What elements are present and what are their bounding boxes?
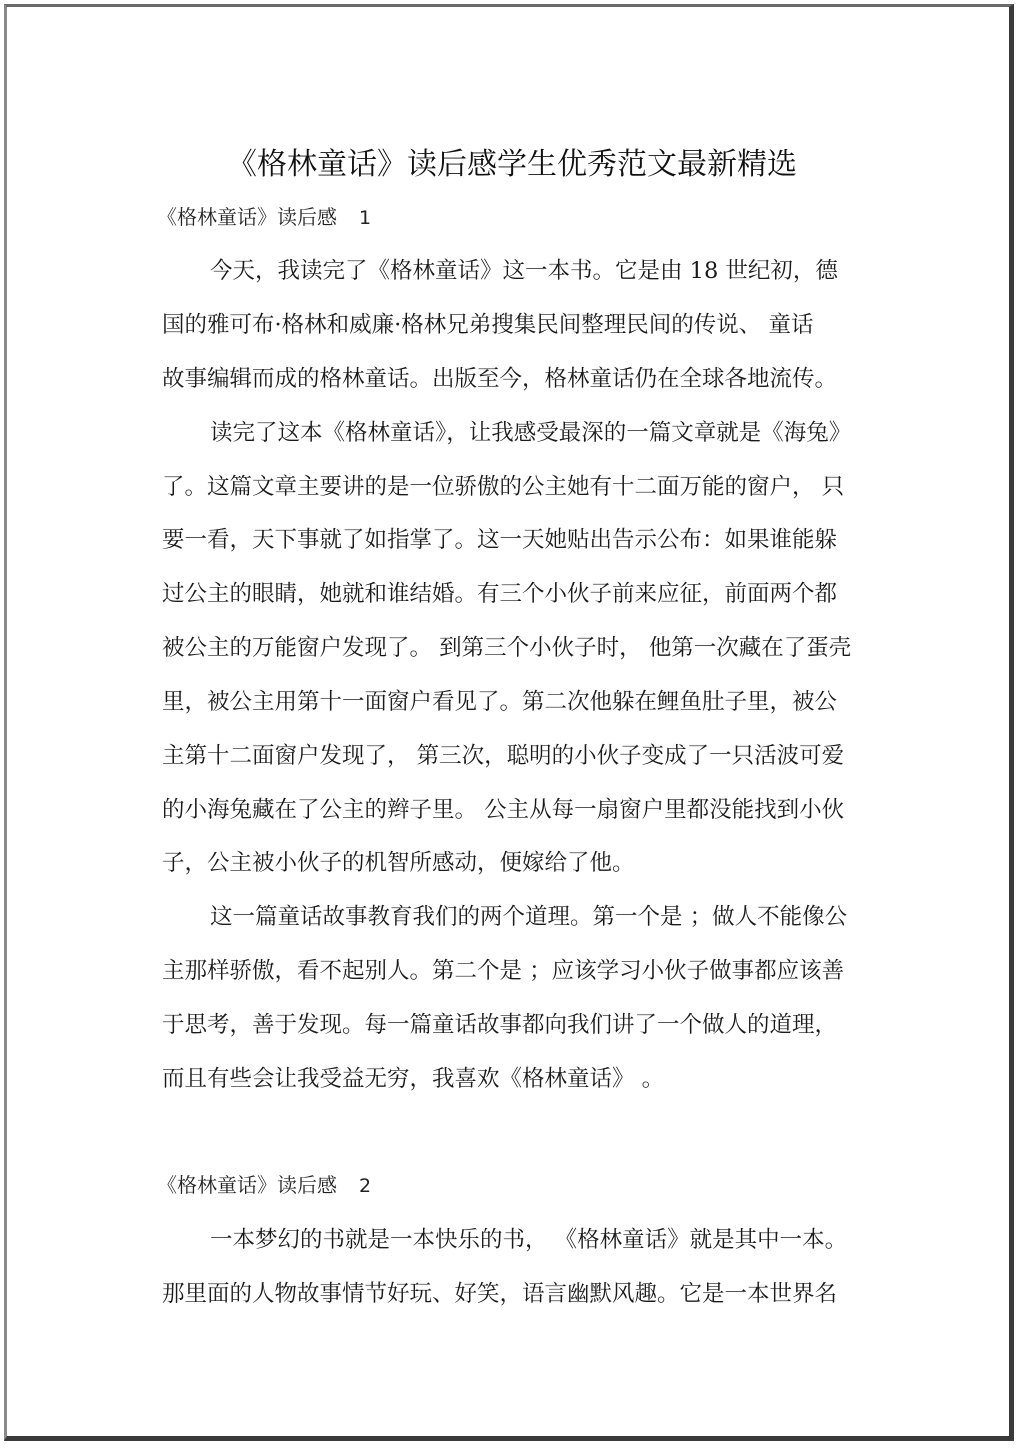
paragraph-line: 这一篇童话故事教育我们的两个道理。第一个是 ；做人不能像公 (210, 904, 848, 930)
paragraph-line: 要一看，天下事就了如指掌了。这一天她贴出告示公布：如果谁能躲 (162, 527, 838, 553)
paragraph-line: 主那样骄傲，看不起别人。第二个是 ；应该学习小伙子做事都应该善 (162, 958, 845, 984)
paragraph-line: 那里面的人物故事情节好玩、好笑，语言幽默风趣。它是一本世界名 (162, 1281, 838, 1307)
section-heading-text: 《格林童话》读后感 (157, 1173, 337, 1197)
section-heading-number: 2 (359, 1175, 372, 1197)
paragraph-line: 的小海兔藏在了公主的辫子里。 公主从每一扇窗户里都没能找到小伙 (162, 797, 845, 823)
paragraph-line: 于思考，善于发现。每一篇童话故事都向我们讲了一个做人的道理， (162, 1012, 838, 1038)
paragraph-line: 子，公主被小伙子的机智所感动，便嫁给了他。 (162, 850, 635, 876)
paragraph-line: 而且有些会让我受益无穷，我喜欢《格林童话》 。 (162, 1066, 665, 1092)
paragraph-line: 主第十二面窗户发现了， 第三次，聪明的小伙子变成了一只活波可爱 (162, 743, 845, 769)
document-title: 《格林童话》读后感学生优秀范文最新精选 (227, 147, 797, 182)
paragraph-line: 被公主的万能窗户发现了。 到第三个小伙子时， 他第一次藏在了蛋壳 (162, 635, 852, 661)
paragraph-line: 国的雅可布·格林和威廉·格林兄弟搜集民间整理民间的传说、 童话 (162, 312, 814, 338)
section-heading-2 (157, 1169, 371, 1198)
section-heading-1 (157, 201, 371, 230)
document-page (4, 4, 1014, 1441)
section-heading-text: 《格林童话》读后感 (157, 205, 337, 229)
paragraph-line: 故事编辑而成的格林童话。出版至今，格林童话仍在全球各地流传。 (162, 366, 838, 392)
paragraph-line: 了。这篇文章主要讲的是一位骄傲的公主她有十二面万能的窗户， 只 (162, 474, 845, 500)
paragraph-line: 过公主的眼睛，她就和谁结婚。有三个小伙子前来应征，前面两个都 (162, 581, 838, 607)
paragraph-line: 读完了这本《格林童话》，让我感受最深的一篇文章就是《海兔》 (210, 420, 852, 446)
paragraph-line: 一本梦幻的书就是一本快乐的书， 《格林童话》就是其中一本。 (210, 1227, 848, 1253)
section-heading-number: 1 (359, 207, 372, 229)
paragraph-line: 今天，我读完了《格林童话》这一本书。它是由 18 世纪初，德 (210, 258, 838, 284)
paragraph-line: 里，被公主用第十一面窗户看见了。第二次他躲在鲤鱼肚子里，被公 (162, 689, 838, 715)
